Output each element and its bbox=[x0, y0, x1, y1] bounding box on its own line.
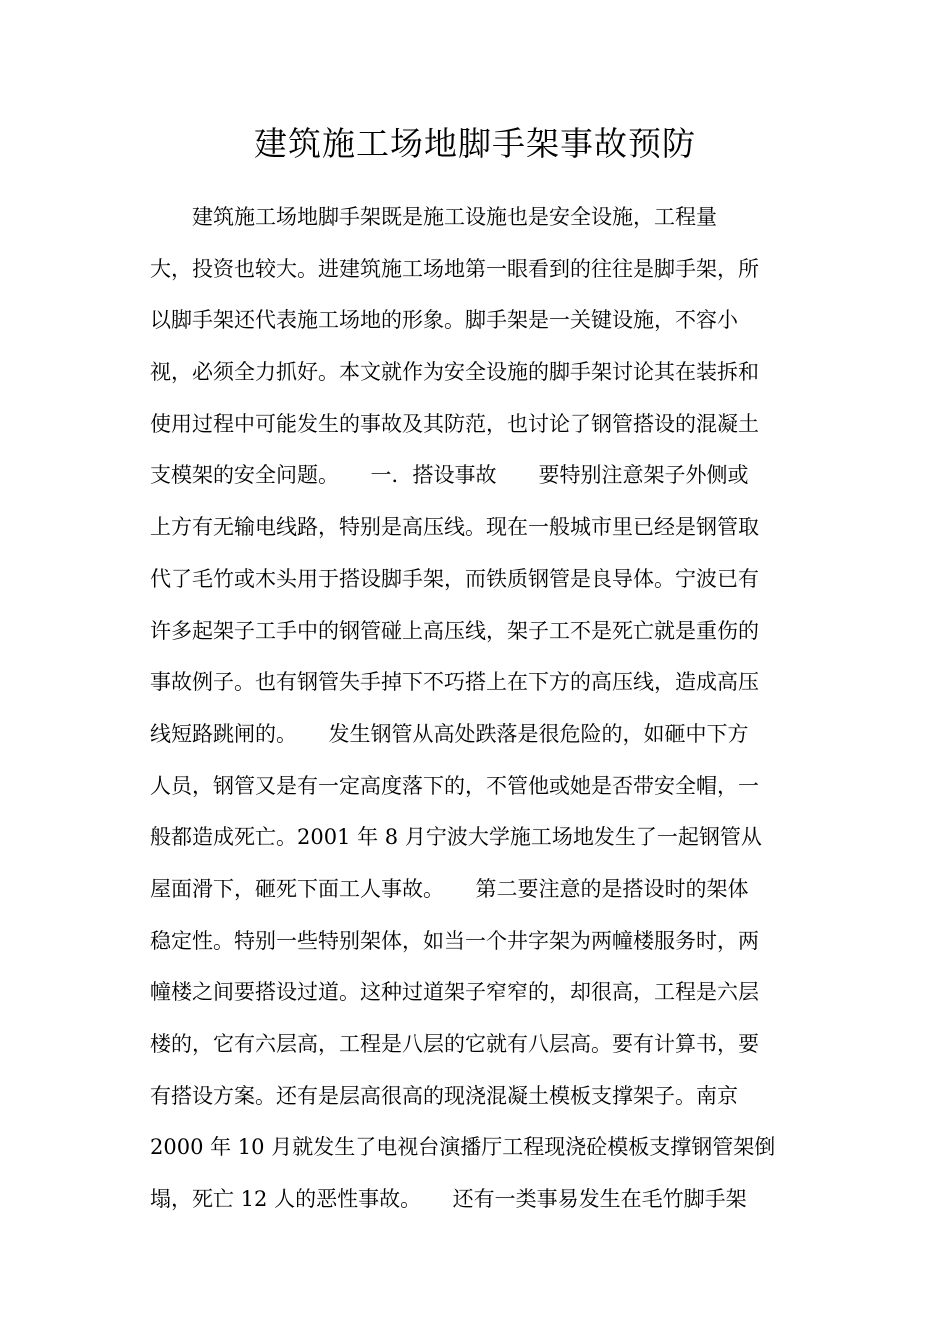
body-line: 事故例子。也有钢管失手掉下不巧搭上在下方的高压线，造成高压 bbox=[150, 670, 759, 695]
body-line: 大，投资也较大。进建筑施工场地第一眼看到的往往是脚手架，所 bbox=[150, 256, 759, 281]
body-line: 稳定性。特别一些特别架体，如当一个井字架为两幢楼服务时，两 bbox=[150, 928, 759, 953]
body-line: 般都造成死亡。2001 年 8 月宁波大学施工场地发生了一起钢管从 bbox=[150, 825, 762, 850]
body-line: 屋面滑下，砸死下面工人事故。 第二要注意的是搭设时的架体 bbox=[150, 876, 749, 901]
body-line: 建筑施工场地脚手架既是施工设施也是安全设施，工程量 bbox=[150, 205, 717, 229]
body-line: 视，必须全力抓好。本文就作为安全设施的脚手架讨论其在装拆和 bbox=[150, 360, 759, 385]
body-line: 幢楼之间要搭设过道。这种过道架子窄窄的，却很高，工程是六层 bbox=[150, 980, 759, 1005]
body-line: 使用过程中可能发生的事故及其防范，也讨论了钢管搭设的混凝土 bbox=[150, 411, 759, 436]
body-line: 塌，死亡 12 人的恶性事故。 还有一类事易发生在毛竹脚手架 bbox=[150, 1187, 747, 1212]
document-body bbox=[150, 192, 810, 1226]
body-line: 2000 年 10 月就发生了电视台演播厅工程现浇砼模板支撑钢管架倒 bbox=[150, 1135, 776, 1160]
body-line: 许多起架子工手中的钢管碰上高压线，架子工不是死亡就是重伤的 bbox=[150, 618, 759, 643]
body-line: 上方有无输电线路，特别是高压线。现在一般城市里已经是钢管取 bbox=[150, 515, 759, 540]
body-line: 人员，钢管又是有一定高度落下的，不管他或她是否带安全帽，一 bbox=[150, 773, 759, 798]
body-line: 楼的，它有六层高，工程是八层的它就有八层高。要有计算书，要 bbox=[150, 1032, 759, 1056]
body-line: 有搭设方案。还有是层高很高的现浇混凝土模板支撑架子。南京 bbox=[150, 1083, 738, 1108]
body-line: 支模架的安全问题。 一．搭设事故 要特别注意架子外侧或 bbox=[150, 463, 749, 488]
document-title: 建筑施工场地脚手架事故预防 bbox=[254, 124, 696, 163]
body-line: 以脚手架还代表施工场地的形象。脚手架是一关键设施，不容小 bbox=[150, 308, 738, 333]
body-line: 代了毛竹或木头用于搭设脚手架，而铁质钢管是良导体。宁波已有 bbox=[150, 566, 759, 591]
body-line: 线短路跳闸的。 发生钢管从高处跌落是很危险的，如砸中下方 bbox=[150, 721, 749, 746]
